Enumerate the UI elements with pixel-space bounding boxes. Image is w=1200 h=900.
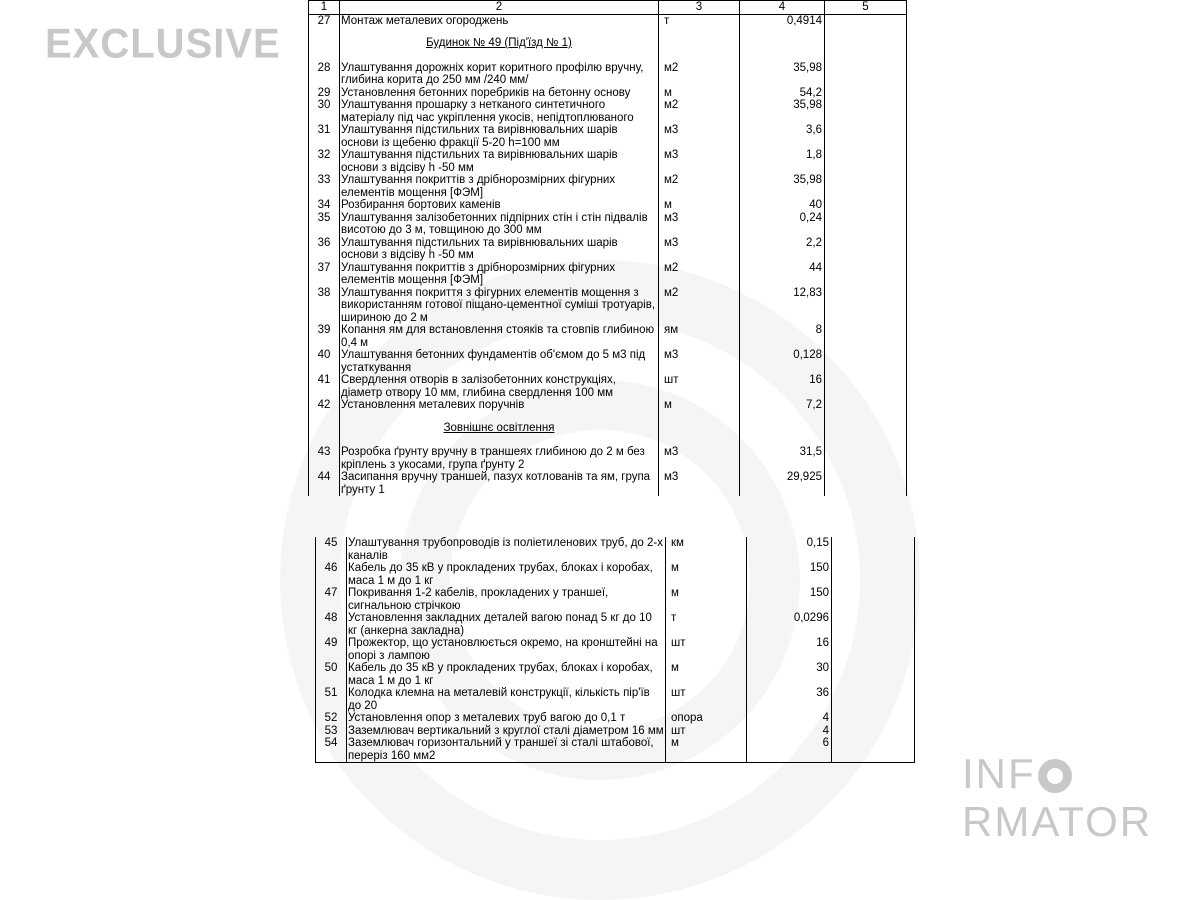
unit-cell: м2 — [659, 262, 740, 287]
work-description: Улаштування підстильних та вирівнювальних шарів основи з відсіву h -50 мм — [340, 149, 659, 174]
table-row — [309, 212, 907, 237]
unit-cell: м3 — [659, 446, 740, 471]
work-description: Улаштування підстильних та вирівнювальних шарів основи з відсіву h -50 мм — [340, 237, 659, 262]
unit-cell: км — [666, 537, 747, 562]
unit-cell: м2 — [659, 62, 740, 87]
qty-cell: 150 — [747, 562, 832, 587]
qty-cell: 6 — [747, 737, 832, 763]
row-number: 43 — [309, 446, 340, 471]
note-cell — [825, 14, 907, 27]
table-row — [309, 399, 907, 412]
row-number: 50 — [316, 662, 347, 687]
exclusive-watermark: EXCLUSIVE — [45, 20, 281, 68]
qty-cell: 54,2 — [740, 87, 825, 100]
note-cell — [825, 87, 907, 100]
row-number: 39 — [309, 324, 340, 349]
informator-logo-icon — [1038, 759, 1072, 793]
row-number: 47 — [316, 587, 347, 612]
unit-cell: шт — [666, 637, 747, 662]
note-cell — [825, 324, 907, 349]
work-description: Заземлювач горизонтальний у траншеї зі сталі штабової, переріз 160 мм2 — [347, 737, 666, 763]
qty-cell: 4 — [747, 712, 832, 725]
row-number: 52 — [316, 712, 347, 725]
qty-cell: 44 — [740, 262, 825, 287]
work-description: Розбирання бортових каменів — [340, 199, 659, 212]
unit-cell: шт — [659, 374, 740, 399]
note-cell — [832, 687, 915, 712]
column-header-row — [309, 1, 907, 15]
work-description: Улаштування покриття з фігурних елементів мощення з використанням готової піщано-цементної суміші тротуарів, шириною до 2 м — [340, 287, 659, 325]
work-description: Розробка ґрунту вручну в траншеях глибиною до 2 м без кріплень з укосами, група ґрунту 2 — [340, 446, 659, 471]
work-description: Улаштування дорожніх корит коритного профілю вручну, глибина корита до 250 мм /240 мм/ — [340, 62, 659, 87]
table-row — [309, 199, 907, 212]
row-number: 31 — [309, 124, 340, 149]
qty-cell: 29,925 — [740, 471, 825, 496]
row-number: 29 — [309, 87, 340, 100]
work-description: Улаштування залізобетонних підпірних стін і стін підвалів висотою до 3 м, товщиною до 300 мм — [340, 212, 659, 237]
note-cell — [825, 124, 907, 149]
qty-cell — [740, 412, 825, 447]
work-description: Установлення закладних деталей вагою понад 5 кг до 10 кг (анкерна закладна) — [347, 612, 666, 637]
qty-cell: 150 — [747, 587, 832, 612]
row-number: 33 — [309, 174, 340, 199]
work-description: Колодка клемна на металевій конструкції, кількість пір'їв до 20 — [347, 687, 666, 712]
row-number — [309, 27, 340, 62]
unit-cell: м — [666, 587, 747, 612]
note-cell — [825, 374, 907, 399]
table-row — [309, 374, 907, 399]
table-row — [309, 237, 907, 262]
work-description: Свердлення отворів в залізобетонних конструкціях, діаметр отвору 10 мм, глибина свердлення 100 мм — [340, 374, 659, 399]
table-row — [316, 637, 915, 662]
qty-cell: 30 — [747, 662, 832, 687]
column-header-5: 5 — [825, 1, 907, 15]
note-cell — [832, 725, 915, 738]
unit-cell: м2 — [659, 99, 740, 124]
unit-cell: шт — [666, 687, 747, 712]
table-row — [309, 99, 907, 124]
unit-cell — [659, 412, 740, 447]
qty-cell: 35,98 — [740, 99, 825, 124]
unit-cell: м3 — [659, 149, 740, 174]
qty-cell: 16 — [747, 637, 832, 662]
note-cell — [832, 662, 915, 687]
table-row — [316, 662, 915, 687]
section-title-cell — [340, 412, 659, 447]
unit-cell: м — [659, 87, 740, 100]
qty-cell: 4 — [747, 725, 832, 738]
unit-cell: шт — [666, 725, 747, 738]
row-number: 27 — [309, 14, 340, 27]
table-row — [309, 471, 907, 496]
work-description: Улаштування покриттів з дрібнорозмірних фігурних елементів мощення [ФЭМ] — [340, 262, 659, 287]
work-description: Кабель до 35 кВ у прокладених трубах, блоках і коробах, маса 1 м до 1 кг — [347, 562, 666, 587]
estimate-table-part-2 — [315, 537, 915, 763]
column-header-2: 2 — [340, 1, 659, 15]
note-cell — [832, 712, 915, 725]
table-row — [309, 149, 907, 174]
section-title-cell — [340, 27, 659, 62]
note-cell — [825, 27, 907, 62]
note-cell — [825, 287, 907, 325]
section-title: Будинок № 49 (Під'їзд № 1) — [426, 37, 572, 49]
qty-cell: 40 — [740, 199, 825, 212]
unit-cell: м3 — [659, 471, 740, 496]
qty-cell: 8 — [740, 324, 825, 349]
unit-cell: опора — [666, 712, 747, 725]
qty-cell: 3,6 — [740, 124, 825, 149]
qty-cell: 1,8 — [740, 149, 825, 174]
note-cell — [825, 349, 907, 374]
row-number: 41 — [309, 374, 340, 399]
unit-cell: м3 — [659, 237, 740, 262]
column-header-4: 4 — [740, 1, 825, 15]
work-description: Установлення опор з металевих труб вагою до 0,1 т — [347, 712, 666, 725]
row-number — [309, 412, 340, 447]
row-number: 46 — [316, 562, 347, 587]
table-row — [309, 14, 907, 27]
unit-cell: м — [666, 662, 747, 687]
note-cell — [825, 471, 907, 496]
work-description: Улаштування покриттів з дрібнорозмірних фігурних елементів мощення [ФЭМ] — [340, 174, 659, 199]
estimate-table-part-1 — [308, 0, 907, 496]
note-cell — [825, 62, 907, 87]
work-description: Покривання 1-2 кабелів, прокладених у траншеї, сигнальною стрічкою — [347, 587, 666, 612]
note-cell — [825, 174, 907, 199]
table-row — [316, 587, 915, 612]
row-number: 45 — [316, 537, 347, 562]
qty-cell: 0,4914 — [740, 14, 825, 27]
unit-cell: м — [659, 199, 740, 212]
note-cell — [825, 446, 907, 471]
unit-cell: м3 — [659, 212, 740, 237]
table-row — [316, 687, 915, 712]
qty-cell: 0,128 — [740, 349, 825, 374]
table-row — [316, 537, 915, 562]
table-row — [309, 262, 907, 287]
table-row — [309, 446, 907, 471]
table-row — [309, 124, 907, 149]
work-description: Кабель до 35 кВ у прокладених трубах, блоках і коробах, маса 1 м до 1 кг — [347, 662, 666, 687]
work-description: Прожектор, що установлюється окремо, на кронштейні на опорі з лампою — [347, 637, 666, 662]
note-cell — [832, 587, 915, 612]
row-number: 34 — [309, 199, 340, 212]
row-number: 32 — [309, 149, 340, 174]
table-row — [316, 712, 915, 725]
note-cell — [825, 99, 907, 124]
table-row — [316, 562, 915, 587]
work-description: Улаштування бетонних фундаментів об'ємом до 5 м3 під устаткування — [340, 349, 659, 374]
note-cell — [825, 212, 907, 237]
section-title: Зовнішнє освітлення — [443, 421, 555, 434]
unit-cell: м2 — [659, 174, 740, 199]
row-number: 42 — [309, 399, 340, 412]
note-cell — [832, 637, 915, 662]
note-cell — [825, 237, 907, 262]
qty-cell: 12,83 — [740, 287, 825, 325]
row-number: 38 — [309, 287, 340, 325]
row-number: 35 — [309, 212, 340, 237]
work-description: Установлення бетонних поребриків на бетонну основу — [340, 87, 659, 100]
row-number: 37 — [309, 262, 340, 287]
informator-watermark: INFRMATOR — [962, 750, 1153, 845]
note-cell — [825, 399, 907, 412]
unit-cell — [659, 27, 740, 62]
table-row — [316, 725, 915, 738]
qty-cell: 31,5 — [740, 446, 825, 471]
row-number: 48 — [316, 612, 347, 637]
column-header-3: 3 — [659, 1, 740, 15]
note-cell — [825, 262, 907, 287]
note-cell — [825, 412, 907, 447]
unit-cell: м — [666, 562, 747, 587]
work-description: Заземлювач вертикальний з круглої сталі діаметром 16 мм — [348, 724, 664, 737]
row-number: 28 — [309, 62, 340, 87]
note-cell — [825, 149, 907, 174]
row-number: 49 — [316, 637, 347, 662]
row-number: 40 — [309, 349, 340, 374]
unit-cell: т — [659, 14, 740, 27]
row-number: 54 — [316, 737, 347, 763]
qty-cell: 0,15 — [747, 537, 832, 562]
qty-cell: 7,2 — [740, 399, 825, 412]
unit-cell: т — [666, 612, 747, 637]
unit-cell: м3 — [659, 349, 740, 374]
unit-cell: м2 — [659, 287, 740, 325]
qty-cell: 35,98 — [740, 174, 825, 199]
table-row — [309, 349, 907, 374]
table-row — [316, 737, 915, 763]
section-heading-row — [309, 412, 907, 447]
work-description: Улаштування підстильних та вирівнювальних шарів основи із щебеню фракції 5-20 h=100 мм — [340, 124, 659, 149]
column-header-1: 1 — [309, 1, 340, 15]
qty-cell: 0,24 — [740, 212, 825, 237]
work-description: Копання ям для встановлення стояків та стовпів глибиною 0,4 м — [340, 324, 659, 349]
qty-cell: 16 — [740, 374, 825, 399]
unit-cell: ям — [659, 324, 740, 349]
unit-cell: м — [666, 737, 747, 763]
qty-cell: 35,98 — [740, 62, 825, 87]
note-cell — [832, 737, 915, 763]
unit-cell: м3 — [659, 124, 740, 149]
work-description: Улаштування трубопроводів із поліетиленових труб, до 2-х каналів — [347, 537, 666, 562]
table-row — [309, 62, 907, 87]
row-number: 30 — [309, 99, 340, 124]
qty-cell: 36 — [747, 687, 832, 712]
row-number: 53 — [316, 725, 347, 738]
table-row — [309, 87, 907, 100]
work-description: Улаштування прошарку з нетканого синтетичного матеріалу під час укріплення укосів, непідтоплюваного — [340, 99, 659, 124]
qty-cell: 0,0296 — [747, 612, 832, 637]
note-cell — [832, 562, 915, 587]
table-row — [309, 324, 907, 349]
table-row — [309, 287, 907, 325]
row-number: 36 — [309, 237, 340, 262]
note-cell — [832, 612, 915, 637]
row-number: 51 — [316, 687, 347, 712]
section-heading-row — [309, 27, 907, 62]
row-number: 44 — [309, 471, 340, 496]
table-row — [316, 612, 915, 637]
unit-cell: м — [659, 399, 740, 412]
work-description: Установлення металевих поручнів — [340, 399, 659, 412]
work-description: Засипання вручну траншей, пазух котлованів та ям, група ґрунту 1 — [340, 471, 659, 496]
table-row — [309, 174, 907, 199]
work-description: Монтаж металевих огороджень — [340, 14, 659, 27]
qty-cell — [740, 27, 825, 62]
note-cell — [832, 537, 915, 562]
qty-cell: 2,2 — [740, 237, 825, 262]
note-cell — [825, 199, 907, 212]
